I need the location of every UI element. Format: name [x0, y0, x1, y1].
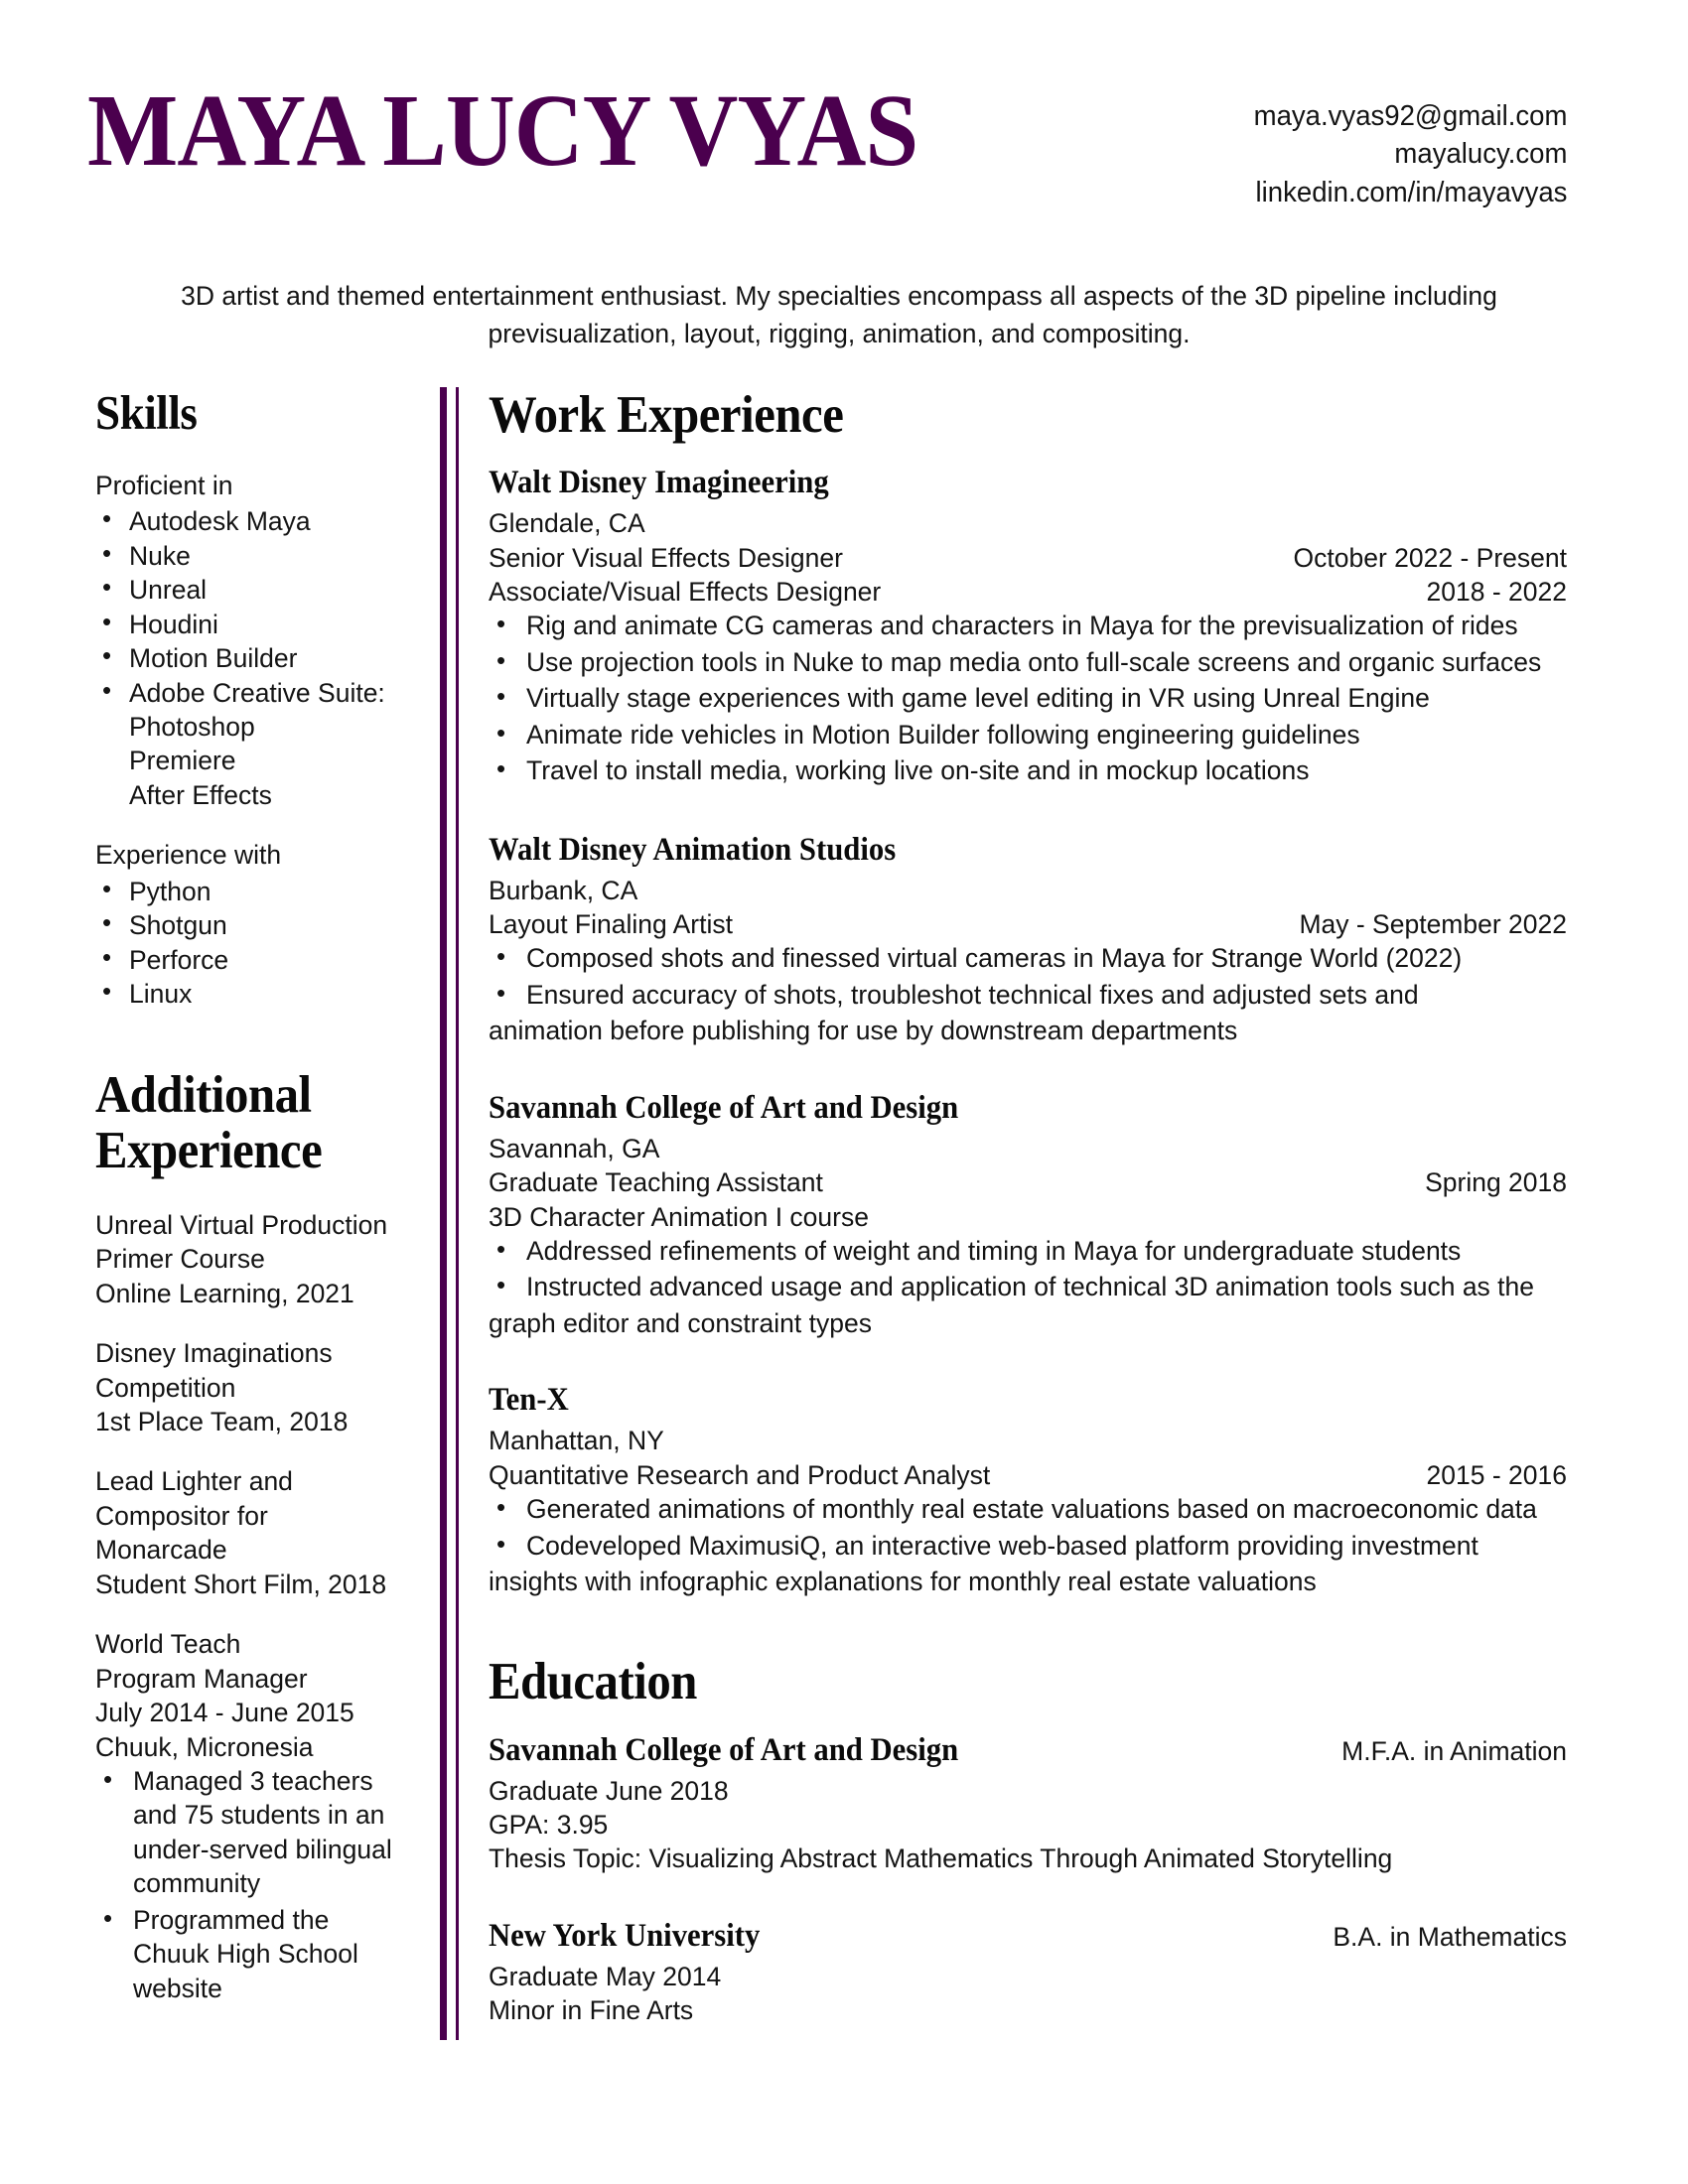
list-item: • Generated animations of monthly real estate valuations based on macroeconomic data — [489, 1492, 1567, 1526]
list-item: • Composed shots and finessed virtual cameras in Maya for Strange World (2022) — [489, 941, 1567, 975]
adobe-app-photoshop: Photoshop — [129, 712, 255, 742]
education-line: Graduate June 2018 — [489, 1775, 729, 1806]
job-location: Glendale, CA — [489, 508, 645, 539]
section-heading-skills: Skills — [95, 385, 198, 440]
job-organization: Walt Disney Imagineering — [489, 465, 829, 501]
list-item: • Rig and animate CG cameras and characters in Maya for the previsualization of rides — [489, 609, 1567, 642]
education-entry — [489, 1732, 1567, 1876]
candidate-name: MAYA LUCY VYAS — [87, 73, 918, 188]
job-dates: Spring 2018 — [1425, 1167, 1567, 1198]
list-item: • Managed 3 teachers and 75 students in an under-served bilingual community — [95, 1764, 393, 1901]
list-item: • Travel to install media, working live on-site and in mockup locations — [489, 753, 1567, 787]
list-item: • Unreal — [95, 573, 393, 607]
spacer — [489, 1048, 1567, 1090]
job-location: Savannah, GA — [489, 1133, 660, 1163]
job-role-row — [489, 1165, 1567, 1199]
list-item: • Shotgun — [95, 908, 393, 942]
spacer — [95, 1438, 393, 1464]
contact-email[interactable]: maya.vyas92@gmail.com — [1253, 100, 1567, 132]
job-dates: October 2022 - Present — [1293, 542, 1567, 573]
list-item: • Use projection tools in Nuke to map media onto full-scale screens and organic surfaces — [489, 645, 1567, 679]
entry-line: Online Learning, 2021 — [95, 1278, 354, 1308]
entry-line: July 2014 - June 2015 — [95, 1698, 354, 1728]
section-heading-education: Education — [489, 1653, 697, 1711]
spacer — [95, 1310, 393, 1336]
body-columns — [0, 387, 1688, 2075]
contact-block — [1253, 83, 1567, 211]
column-divider-thick — [440, 387, 447, 2040]
job-organization: Ten-X — [489, 1382, 569, 1419]
spacer — [489, 1876, 1567, 1918]
skills-experience-label: Experience with — [95, 840, 282, 871]
heading-line-2: Experience — [95, 1121, 323, 1179]
job-title: Graduate Teaching Assistant — [489, 1167, 823, 1198]
job-role-row — [489, 575, 1567, 609]
additional-entry — [95, 1627, 393, 2005]
skills-proficient-list — [95, 504, 393, 710]
spacer — [95, 812, 393, 838]
additional-entry — [95, 1208, 393, 1310]
list-item: • Animate ride vehicles in Motion Builder following engineering guidelines — [489, 718, 1567, 751]
additional-entry — [95, 1336, 393, 1438]
education-header-row — [489, 1732, 1567, 1774]
bullet-continuation: animation before publishing for use by downstream departments — [489, 1016, 1238, 1046]
list-item: • Programmed the Chuuk High School website — [95, 1903, 393, 2005]
job-bullets — [489, 609, 1567, 787]
job-title: Associate/Visual Effects Designer — [489, 576, 882, 607]
spacer — [489, 790, 1567, 832]
list-item: • Ensured accuracy of shots, troubleshot technical fixes and adjusted sets and — [489, 978, 1567, 1012]
skills-experience-list — [95, 875, 393, 1012]
school-name: New York University — [489, 1917, 761, 1954]
list-item: • Addressed refinements of weight and timing in Maya for undergraduate students — [489, 1234, 1567, 1268]
list-item: • Nuke — [95, 539, 393, 573]
job-location: Manhattan, NY — [489, 1426, 664, 1456]
job-location: Burbank, CA — [489, 875, 638, 905]
bullet-continuation: graph editor and constraint types — [489, 1307, 872, 1338]
list-item: • Instructed advanced usage and application of technical 3D animation tools such as the — [489, 1270, 1567, 1303]
entry-line: 1st Place Team, 2018 — [95, 1407, 349, 1437]
job-role-row — [489, 907, 1567, 941]
job-dates: 2015 - 2016 — [1426, 1459, 1567, 1490]
entry-line: Compositor for Monarcade — [95, 1500, 268, 1566]
degree-label: B.A. in Mathematics — [1333, 1921, 1567, 1952]
spacer — [95, 1601, 393, 1627]
entry-line: Student Short Film, 2018 — [95, 1569, 387, 1599]
additional-entry-bullets — [95, 1764, 393, 2005]
bullet-continuation: insights with infographic explanations for monthly real estate valuations — [489, 1566, 1317, 1596]
list-item: • Motion Builder — [95, 641, 393, 675]
degree-label: M.F.A. in Animation — [1341, 1735, 1567, 1766]
job-entry — [489, 1090, 1567, 1341]
job-entry — [489, 1382, 1567, 1598]
education-header-row — [489, 1918, 1567, 1960]
job-note: 3D Character Animation I course — [489, 1201, 869, 1232]
list-item: • Virtually stage experiences with game level editing in VR using Unreal Engine — [489, 681, 1567, 715]
job-bullets — [489, 1234, 1567, 1304]
job-entry — [489, 832, 1567, 1048]
list-item: • Codeveloped MaximusiQ, an interactive web-based platform providing investment — [489, 1529, 1567, 1563]
list-item: • Houdini — [95, 608, 393, 641]
entry-line: World Teach — [95, 1629, 241, 1660]
job-entry — [489, 465, 1567, 787]
education-gpa: GPA: 3.95 — [489, 1809, 609, 1840]
job-title: Senior Visual Effects Designer — [489, 542, 843, 573]
job-dates: May - September 2022 — [1299, 908, 1567, 939]
resume-header — [87, 73, 1567, 211]
entry-line: Primer Course — [95, 1244, 265, 1275]
entry-line: Unreal Virtual Production — [95, 1209, 388, 1240]
job-role-row — [489, 1458, 1567, 1492]
job-organization: Walt Disney Animation Studios — [489, 831, 897, 868]
section-heading-additional-experience — [95, 1067, 369, 1178]
list-item: • Linux — [95, 977, 393, 1011]
job-dates: 2018 - 2022 — [1426, 576, 1567, 607]
entry-line: Program Manager — [95, 1663, 308, 1694]
job-bullets — [489, 1492, 1567, 1563]
entry-line: Competition — [95, 1372, 236, 1403]
spacer — [489, 1598, 1567, 1654]
professional-summary: 3D artist and themed entertainment enthusiast. My specialties encompass all aspects of the 3D pipeline including previsualization, layout, rigging, animation, and compositing. — [181, 281, 1497, 348]
education-line: Minor in Fine Arts — [489, 1995, 694, 2026]
education-thesis: Thesis Topic: Visualizing Abstract Mathematics Through Animated Storytelling — [489, 1843, 1393, 1874]
additional-entry — [95, 1464, 393, 1601]
adobe-app-after-effects: After Effects — [129, 779, 272, 810]
contact-linkedin[interactable]: linkedin.com/in/mayavyas — [1255, 176, 1567, 208]
entry-line: Lead Lighter and — [95, 1466, 293, 1497]
list-item: • Python — [95, 875, 393, 908]
list-item: • Perforce — [95, 943, 393, 977]
education-entry — [489, 1918, 1567, 2028]
list-item: • Adobe Creative Suite: — [95, 676, 393, 710]
entry-line: Disney Imaginations — [95, 1338, 333, 1369]
education-line: Graduate May 2014 — [489, 1961, 722, 1991]
adobe-app-premiere: Premiere — [129, 746, 236, 776]
job-bullets — [489, 941, 1567, 1012]
section-heading-work-experience: Work Experience — [489, 386, 844, 444]
job-title: Quantitative Research and Product Analyst — [489, 1459, 991, 1490]
right-column — [489, 387, 1567, 2028]
job-title: Layout Finaling Artist — [489, 908, 733, 939]
list-item: • Autodesk Maya — [95, 504, 393, 538]
left-column — [95, 387, 393, 2007]
job-organization: Savannah College of Art and Design — [489, 1089, 959, 1126]
column-divider-thin — [456, 387, 459, 2040]
spacer — [489, 1340, 1567, 1382]
skills-proficient-label: Proficient in — [95, 470, 233, 500]
job-role-row — [489, 541, 1567, 575]
entry-line: Chuuk, Micronesia — [95, 1731, 314, 1762]
heading-line-1: Additional — [95, 1065, 312, 1124]
contact-website[interactable]: mayalucy.com — [1393, 138, 1567, 171]
spacer — [95, 1012, 393, 1067]
school-name: Savannah College of Art and Design — [489, 1731, 959, 1768]
